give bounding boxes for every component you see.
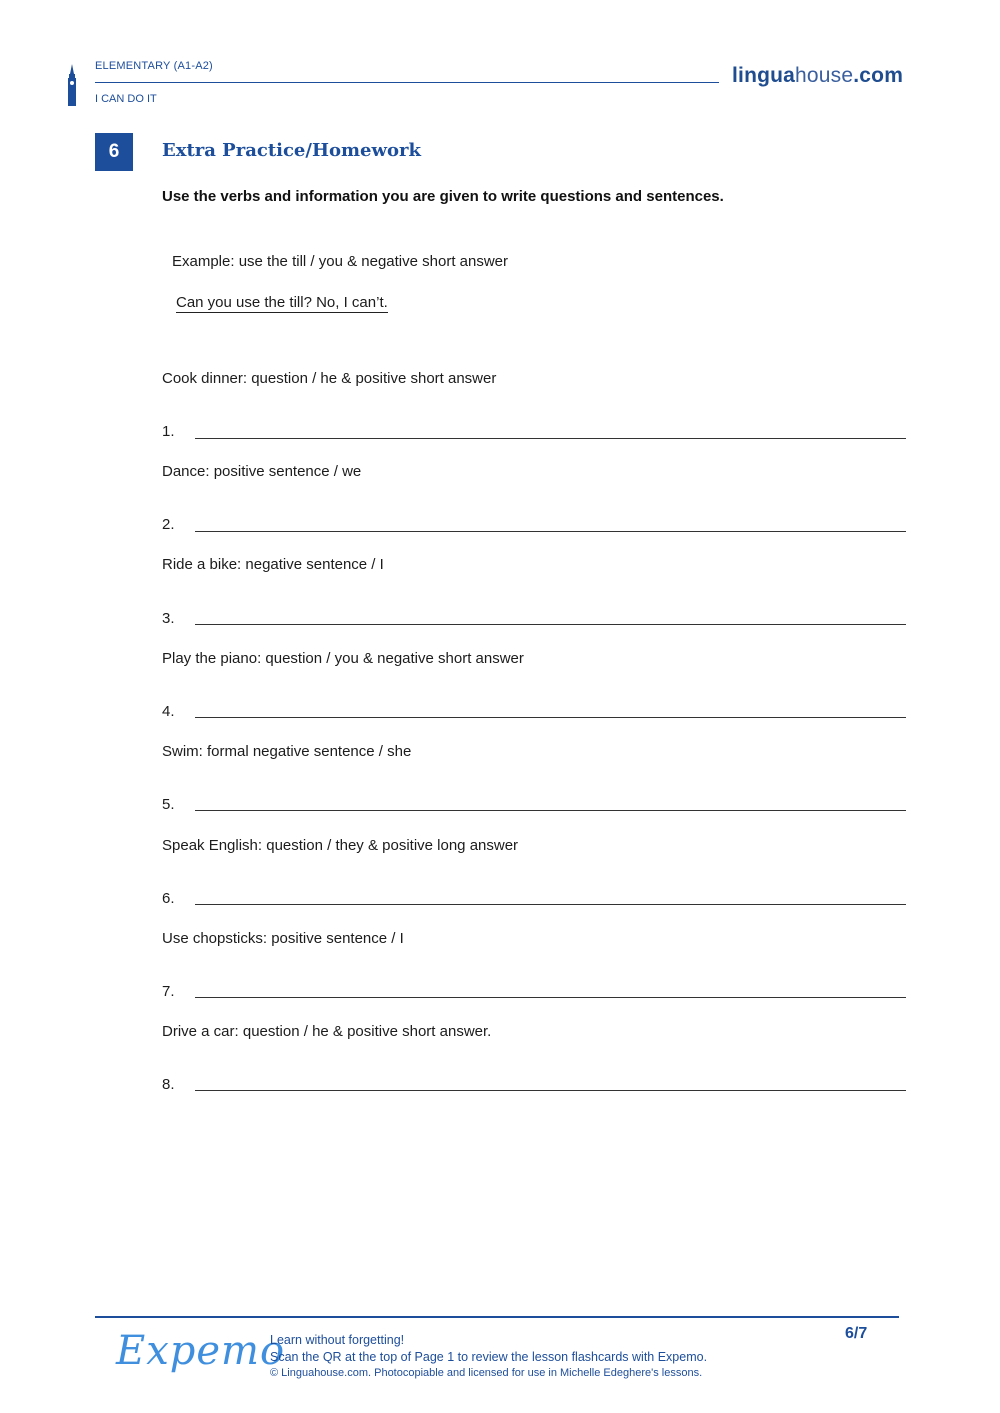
exercise-number-1: 1.	[162, 423, 175, 440]
exercise-prompt-3: Ride a bike: negative sentence / I	[162, 556, 384, 573]
exercise-number-3: 3.	[162, 610, 175, 627]
exercise-prompt-4: Play the piano: question / you & negative short answer	[162, 650, 524, 667]
footer-tagline: Learn without forgetting!	[270, 1333, 405, 1347]
exercise-prompt-6: Speak English: question / they & positive long answer	[162, 837, 519, 854]
answer-line-7[interactable]	[195, 997, 906, 998]
logo-suffix: .com	[853, 64, 904, 87]
section-title: Extra Practice/Homework	[162, 140, 421, 161]
header-divider	[95, 82, 719, 83]
example-prompt: Example: use the till / you & negative short answer	[172, 253, 509, 270]
exercise-number-8: 8.	[162, 1076, 175, 1093]
exercise-prompt-8: Drive a car: question / he & positive short answer.	[162, 1023, 492, 1040]
exercise-number-6: 6.	[162, 890, 175, 907]
answer-line-2[interactable]	[195, 531, 906, 532]
answer-line-5[interactable]	[195, 810, 906, 811]
exercise-number-4: 4.	[162, 703, 175, 720]
exercise-prompt-1: Cook dinner: question / he & positive short answer	[162, 370, 497, 387]
exercise-number-7: 7.	[162, 983, 175, 1000]
example-answer: Can you use the till? No, I can’t.	[176, 294, 388, 311]
answer-line-6[interactable]	[195, 904, 906, 905]
section-number: 6	[95, 133, 133, 171]
topic-label: I CAN DO IT	[95, 93, 157, 105]
answer-line-3[interactable]	[195, 624, 906, 625]
page-number: 6/7	[845, 1325, 868, 1342]
exercise-prompt-2: Dance: positive sentence / we	[162, 463, 362, 480]
level-label: ELEMENTARY (A1-A2)	[95, 60, 213, 72]
expemo-logo: Expemo	[116, 1328, 286, 1374]
footer-divider	[95, 1316, 899, 1318]
answer-line-8[interactable]	[195, 1090, 906, 1091]
exercise-prompt-7: Use chopsticks: positive sentence / I	[162, 930, 404, 947]
answer-line-4[interactable]	[195, 717, 906, 718]
logo-light: house	[795, 64, 854, 87]
exercise-prompt-5: Swim: formal negative sentence / she	[162, 743, 412, 760]
instruction-text: Use the verbs and information you are given to write questions and sentences.	[162, 188, 724, 205]
linguahouse-logo	[732, 64, 903, 88]
footer-qr-note: Scan the QR at the top of Page 1 to review the lesson flashcards with Expemo.	[270, 1350, 708, 1364]
footer-copyright: © Linguahouse.com. Photocopiable and licensed for use in Michelle Edeghere's lessons.	[270, 1367, 703, 1379]
exercise-number-2: 2.	[162, 516, 175, 533]
big-ben-icon	[64, 64, 80, 106]
logo-bold: lingua	[732, 64, 796, 87]
exercise-number-5: 5.	[162, 796, 175, 813]
answer-line-1[interactable]	[195, 438, 906, 439]
